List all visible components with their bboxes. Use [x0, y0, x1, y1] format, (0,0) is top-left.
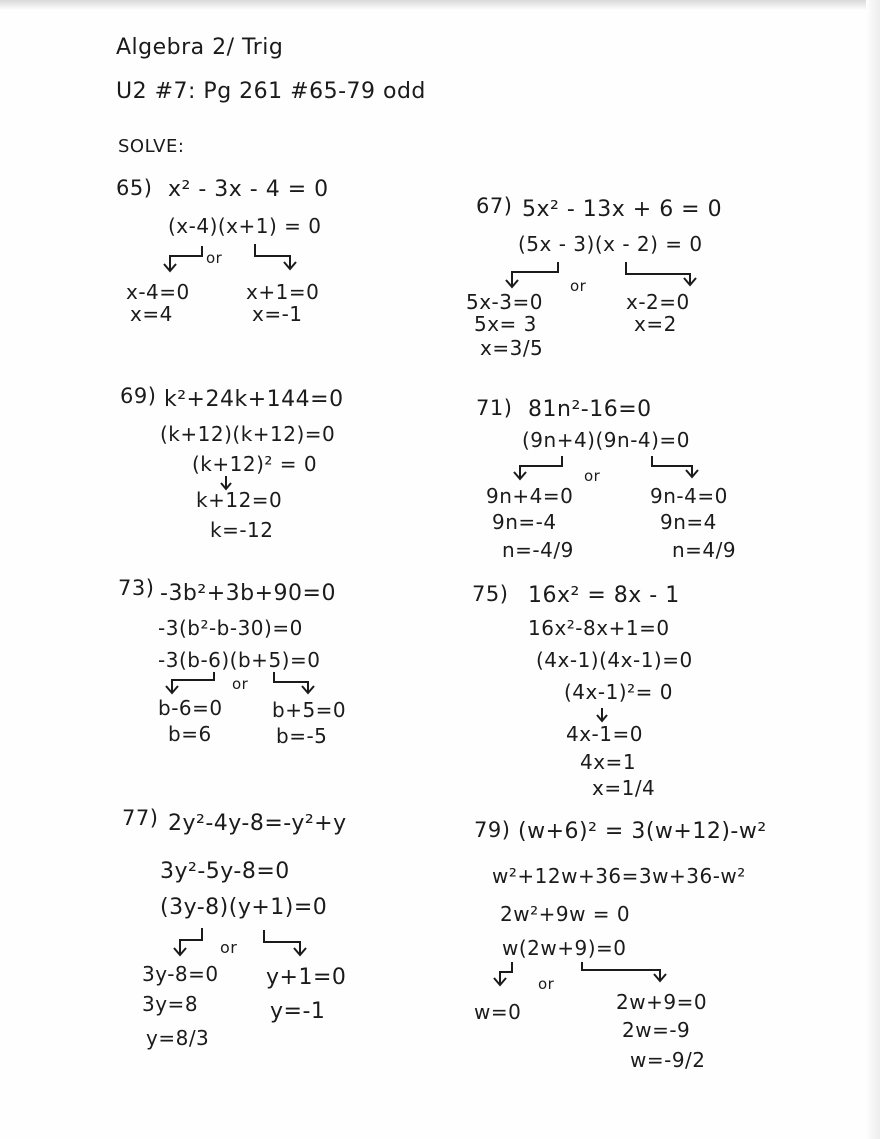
or-label: or [206, 249, 223, 267]
branch-arrows [160, 238, 310, 278]
factored-form: -3(b-6)(b+5)=0 [158, 648, 321, 672]
problem-equation: 16x² = 8x - 1 [528, 583, 680, 608]
branch-arrows [168, 922, 328, 962]
left-solution-answer: x=3/5 [480, 336, 544, 360]
left-solution-step: 5x-3=0 [466, 290, 543, 314]
or-label: or [220, 938, 238, 957]
solution-step: 3y²-5y-8=0 [160, 859, 290, 884]
course-title: Algebra 2/ Trig [116, 35, 284, 60]
scan-edge-right [866, 0, 880, 1139]
right-solution-step: 2w=-9 [622, 1018, 691, 1042]
problem-number: 79) [474, 818, 511, 842]
scan-edge-top [0, 0, 880, 10]
factored-form: (9n+4)(9n-4)=0 [522, 428, 690, 452]
right-solution-answer: b=-5 [276, 724, 328, 748]
left-solution-step: 3y=8 [142, 992, 199, 1016]
problem-equation: (w+6)² = 3(w+12)-w² [518, 819, 767, 844]
or-label: or [538, 975, 555, 993]
left-solution-answer: n=-4/9 [502, 538, 574, 562]
left-solution-step: 9n+4=0 [486, 484, 574, 508]
right-solution-step: b+5=0 [272, 698, 347, 722]
left-solution-step: 3y-8=0 [142, 962, 219, 986]
problem-equation: 2y²-4y-8=-y²+y [168, 811, 347, 836]
problem-number: 77) [122, 806, 159, 830]
right-solution-answer: y=-1 [270, 999, 326, 1024]
right-solution-step: 2w+9=0 [616, 990, 708, 1014]
problem-number: 69) [120, 384, 157, 408]
left-solution-step: x-4=0 [126, 280, 190, 304]
factored-form: (x-4)(x+1) = 0 [168, 214, 322, 238]
factored-form: (4x-1)(4x-1)=0 [536, 648, 693, 672]
right-solution-step: 9n=4 [660, 510, 717, 534]
problem-equation: -3b²+3b+90=0 [160, 581, 336, 606]
right-solution-step: x-2=0 [626, 290, 690, 314]
problem-equation: k²+24k+144=0 [164, 387, 344, 412]
solution-answer: k=-12 [210, 518, 274, 542]
solution-answer: x=1/4 [592, 776, 656, 800]
instruction-label: SOLVE: [118, 136, 185, 157]
solution-step: -3(b²-b-30)=0 [158, 616, 303, 640]
problem-number: 71) [476, 396, 513, 420]
problem-number: 75) [472, 582, 509, 606]
right-solution-answer: w=-9/2 [630, 1048, 706, 1072]
solution-step: 2w²+9w = 0 [500, 902, 631, 926]
right-solution-answer: n=4/9 [672, 538, 737, 562]
problem-number: 67) [476, 194, 513, 218]
factored-form: (5x - 3)(x - 2) = 0 [518, 232, 703, 256]
branch-arrows [510, 452, 720, 488]
or-label: or [570, 277, 587, 295]
solution-step: 4x-1=0 [566, 722, 643, 746]
assignment-title: U2 #7: Pg 261 #65-79 odd [116, 79, 426, 104]
left-solution-step: b-6=0 [158, 696, 223, 720]
solution-step: 4x=1 [580, 750, 637, 774]
problem-number: 73) [118, 576, 155, 600]
right-solution-answer: x=2 [634, 312, 677, 336]
right-solution-answer: x=-1 [252, 302, 303, 326]
right-solution-step: x+1=0 [246, 280, 320, 304]
left-solution-answer: b=6 [168, 722, 212, 746]
squared-form: (k+12)² = 0 [192, 452, 318, 476]
left-solution-answer: y=8/3 [146, 1026, 210, 1050]
left-solution-answer: x=4 [130, 302, 173, 326]
right-solution-step: 9n-4=0 [650, 484, 728, 508]
left-solution-answer: w=0 [474, 1000, 522, 1024]
left-solution-step: 5x= 3 [474, 312, 537, 336]
factored-form: (k+12)(k+12)=0 [160, 422, 336, 446]
factored-form: (3y-8)(y+1)=0 [160, 895, 328, 920]
left-solution-step: 9n=-4 [492, 510, 557, 534]
problem-equation: x² - 3x - 4 = 0 [168, 177, 329, 202]
solution-step: w²+12w+36=3w+36-w² [492, 864, 746, 888]
factored-form: w(2w+9)=0 [502, 936, 627, 960]
right-solution-step: y+1=0 [266, 965, 347, 990]
or-label: or [584, 467, 601, 485]
or-label: or [232, 675, 249, 693]
squared-form: (4x-1)²= 0 [564, 680, 673, 704]
solution-step: k+12=0 [196, 488, 283, 512]
solution-step: 16x²-8x+1=0 [528, 616, 670, 640]
branch-arrows [490, 958, 680, 994]
problem-equation: 5x² - 13x + 6 = 0 [522, 197, 723, 222]
problem-number: 65) [116, 176, 153, 200]
problem-equation: 81n²-16=0 [528, 397, 652, 422]
